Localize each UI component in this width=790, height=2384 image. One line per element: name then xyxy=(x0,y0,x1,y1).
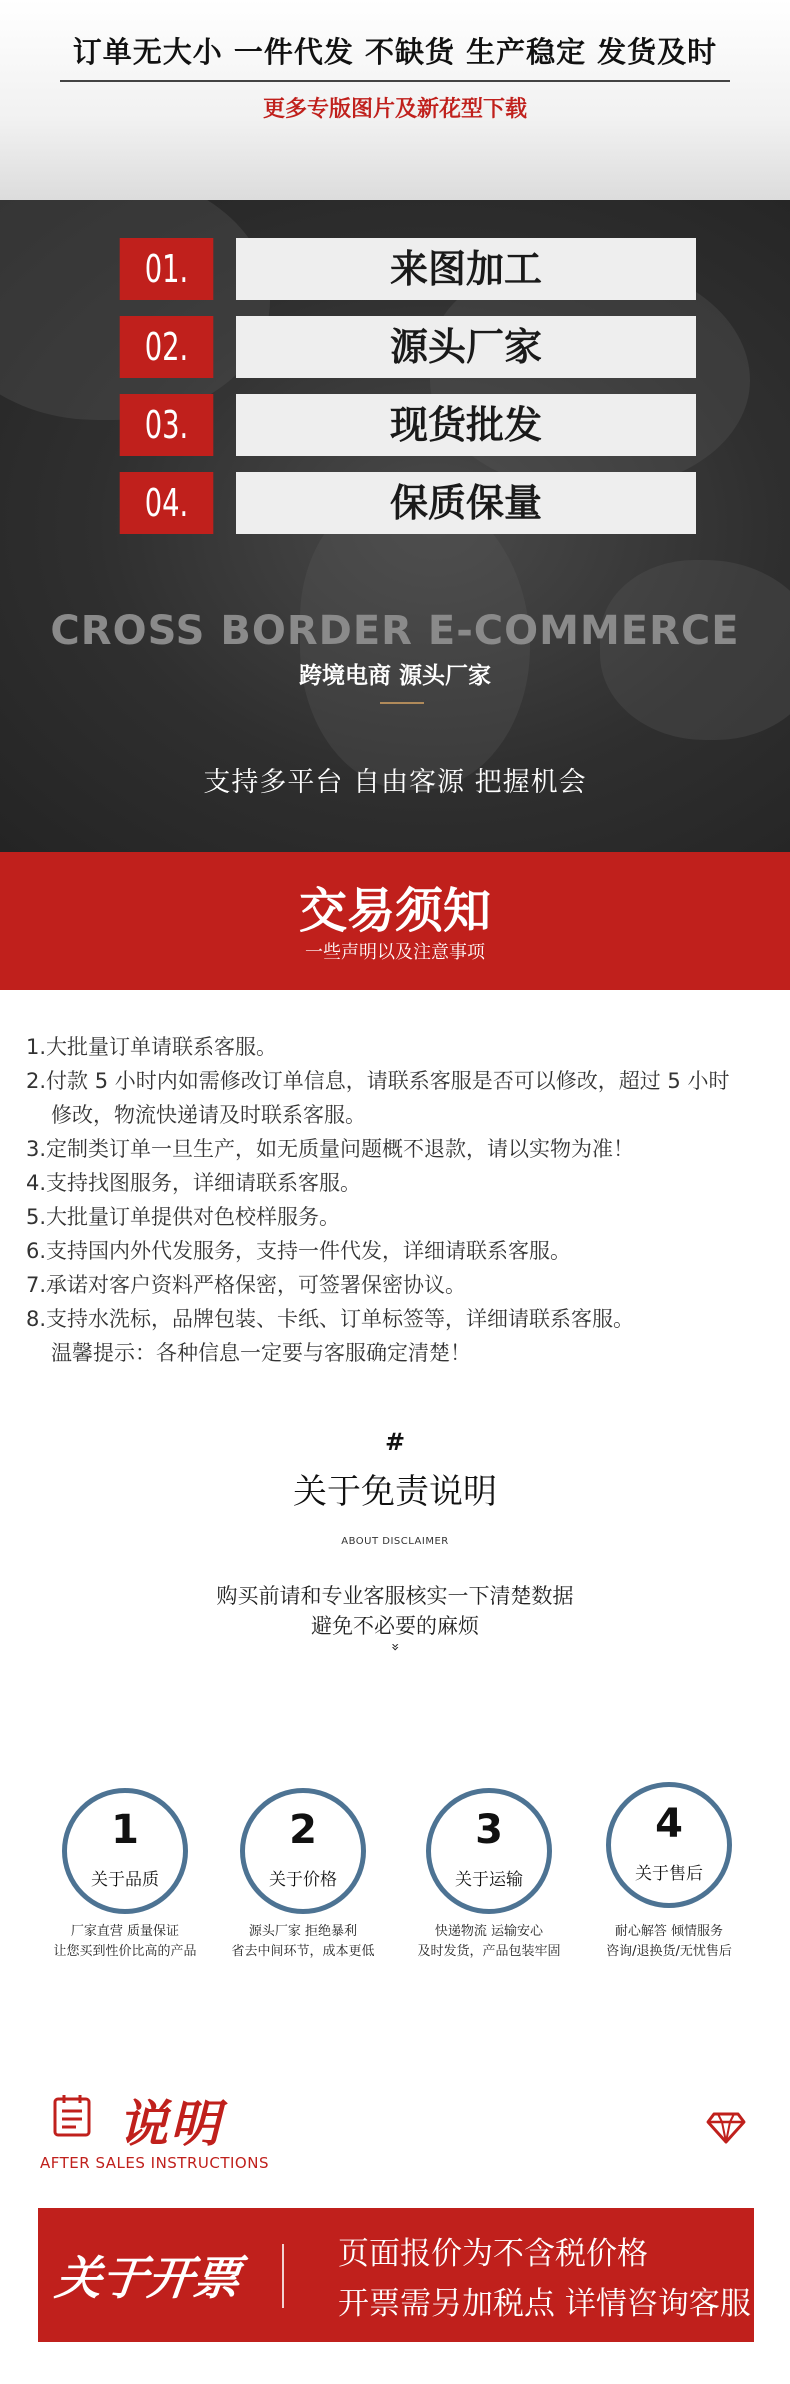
header-slogan: 订单无大小 一件代发 不缺货 生产稳定 发货及时 xyxy=(72,35,718,69)
feature-label: 现货批发 xyxy=(236,394,696,456)
caption-line: 厂家直营 质量保证 xyxy=(70,1924,180,1939)
note-item: 3.定制类订单一旦生产，如无质量问题概不退款，请以实物为准！ xyxy=(26,1137,635,1161)
note-item: 1.大批量订单请联系客服。 xyxy=(26,1035,278,1059)
note-item: 6.支持国内外代发服务，支持一件代发，详细请联系客服。 xyxy=(26,1239,572,1263)
caption-line: 源头厂家 拒绝暴利 xyxy=(248,1924,358,1939)
quality-circle xyxy=(62,1788,188,1914)
feature-number: 03. xyxy=(120,394,214,456)
note-item: 2.付款 5 小时内如需修改订单信息，请联系客服是否可以修改，超过 5 小时 xyxy=(26,1069,730,1093)
circle-caption xyxy=(394,1922,584,1962)
note-item: 5.大批量订单提供对色校样服务。 xyxy=(26,1205,341,1229)
feature-item xyxy=(108,316,696,378)
circle-caption xyxy=(30,1922,220,1962)
invoice-line: 开票需另加税点 详情咨询客服 xyxy=(338,2286,751,2322)
note-item: 4.支持找图服务，详细请联系客服。 xyxy=(26,1171,362,1195)
feature-banner xyxy=(0,200,790,852)
service-circles xyxy=(0,1780,790,1960)
note-item: 8.支持水洗标，品牌包装、卡纸、订单标签等，详细请联系客服。 xyxy=(26,1307,635,1331)
gold-divider xyxy=(380,702,424,704)
notice-subtitle: 一些声明以及注意事项 xyxy=(305,942,485,963)
invoice-divider xyxy=(282,2244,284,2308)
caption-line: 省去中间环节，成本更低 xyxy=(231,1944,375,1959)
circle-number: 4 xyxy=(655,1801,683,1847)
feature-label: 来图加工 xyxy=(236,238,696,300)
trade-notice-banner xyxy=(0,852,790,990)
feature-label: 保质保量 xyxy=(236,472,696,534)
feature-label: 源头厂家 xyxy=(236,316,696,378)
caption-line: 咨询/退换货/无忧售后 xyxy=(606,1944,732,1959)
invoice-banner xyxy=(38,2208,754,2342)
header-divider xyxy=(60,80,730,82)
circle-number: 3 xyxy=(475,1807,503,1853)
chevron-down-icon: » xyxy=(387,1642,403,1652)
platform-tagline: 支持多平台 自由客源 把握机会 xyxy=(203,767,587,798)
note-item: 修改，物流快递请及时联系客服。 xyxy=(51,1103,366,1127)
feature-number: 01. xyxy=(120,238,214,300)
header-download-link[interactable]: 更多专版图片及新花型下载 xyxy=(262,97,527,122)
note-tip: 温馨提示：各种信息一定要与客服确定清楚！ xyxy=(51,1341,471,1365)
caption-line: 及时发货，产品包装牢固 xyxy=(417,1944,561,1959)
feature-number: 02. xyxy=(120,316,214,378)
after-sales-header xyxy=(0,2080,790,2200)
caption-line: 耐心解答 倾情服务 xyxy=(614,1924,724,1939)
diamond-icon xyxy=(706,2106,746,2146)
after-sales-title: 说明 xyxy=(118,2095,222,2153)
circle-label: 关于价格 xyxy=(269,1870,337,1890)
disclaimer-title: 关于免责说明 xyxy=(293,1472,497,1512)
feature-item xyxy=(108,238,696,300)
feature-item xyxy=(108,472,696,534)
circle-caption xyxy=(574,1922,764,1962)
world-map-decoration xyxy=(0,200,270,420)
cross-border-subheading: 跨境电商 源头厂家 xyxy=(298,663,491,689)
invoice-line: 页面报价为不含税价格 xyxy=(338,2236,648,2272)
cross-border-heading: CROSS BORDER E-COMMERCE xyxy=(50,608,740,654)
note-item: 7.承诺对客户资料严格保密，可签署保密协议。 xyxy=(26,1273,467,1297)
header-section xyxy=(0,0,790,200)
after-sales-circle xyxy=(606,1782,732,1908)
notice-title: 交易须知 xyxy=(298,883,491,939)
hash-mark: # xyxy=(384,1428,406,1456)
disclaimer-line: 购买前请和专业客服核实一下清楚数据 xyxy=(216,1584,574,1608)
circle-number: 1 xyxy=(111,1807,139,1853)
circle-label: 关于品质 xyxy=(91,1870,159,1890)
document-icon xyxy=(52,2094,92,2138)
caption-line: 让您买到性价比高的产品 xyxy=(53,1944,197,1959)
disclaimer-section xyxy=(0,1428,790,1668)
circle-caption xyxy=(208,1922,398,1962)
feature-number: 04. xyxy=(120,472,214,534)
caption-line: 快递物流 运输安心 xyxy=(434,1924,544,1939)
price-circle xyxy=(240,1788,366,1914)
circle-label: 关于售后 xyxy=(635,1864,703,1884)
disclaimer-english: ABOUT DISCLAIMER xyxy=(341,1536,449,1547)
shipping-circle xyxy=(426,1788,552,1914)
circle-label: 关于运输 xyxy=(455,1870,523,1890)
feature-item xyxy=(108,394,696,456)
invoice-title: 关于开票 xyxy=(52,2251,243,2305)
after-sales-english: AFTER SALES INSTRUCTIONS xyxy=(40,2154,269,2172)
circle-number: 2 xyxy=(289,1807,317,1853)
disclaimer-line: 避免不必要的麻烦 xyxy=(311,1614,479,1638)
